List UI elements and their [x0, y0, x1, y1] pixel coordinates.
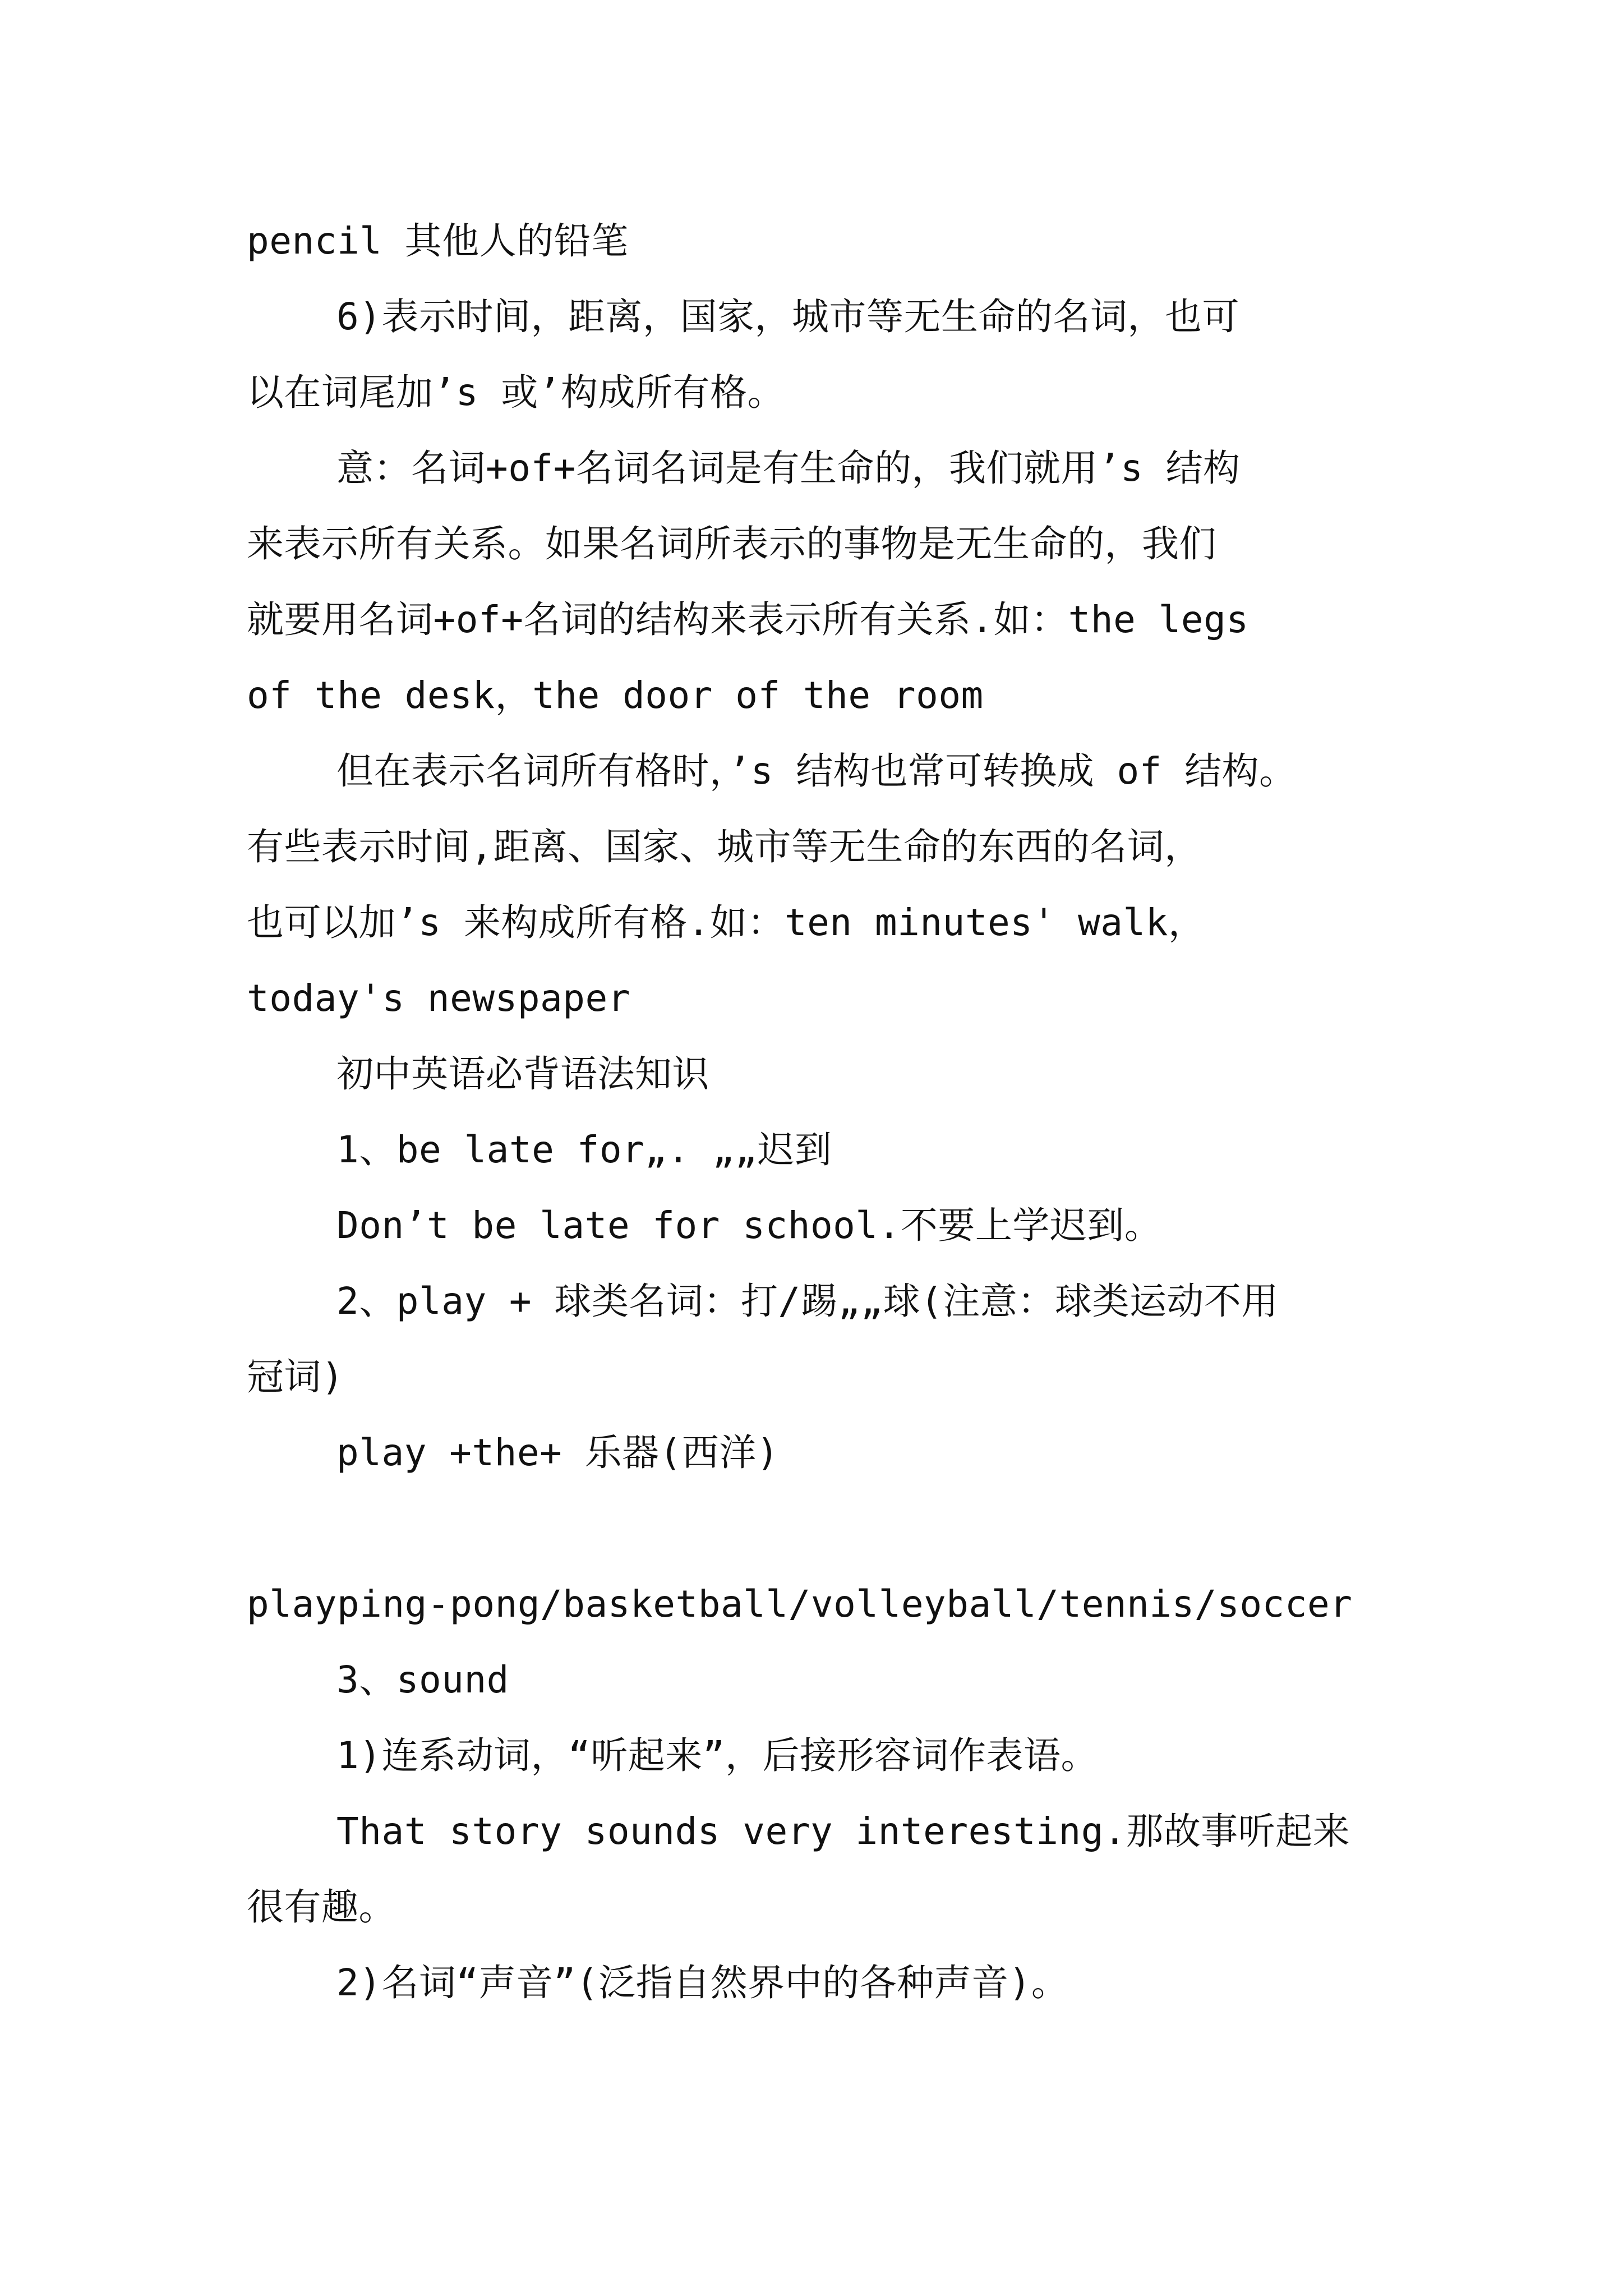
- text-line: 来表示所有关系。如果名词所表示的事物是无生命的，我们: [247, 522, 1216, 565]
- text-line: 很有趣。: [247, 1885, 396, 1929]
- text-line: play +the+ 乐器(西洋): [336, 1431, 780, 1474]
- text-line: of the desk，the door of the room: [247, 674, 984, 717]
- text-line: 1、be late for„. „„迟到: [336, 1128, 832, 1171]
- text-line: 2、play + 球类名词：打/踢„„球(注意：球类运动不用: [336, 1280, 1279, 1323]
- text-line: today's newspaper: [247, 977, 631, 1020]
- text-line: 但在表示名词所有格时，’s 结构也常可转换成 of 结构。: [336, 749, 1297, 793]
- text-line: 也可以加’s 来构成所有格.如：ten minutes' walk，: [247, 901, 1206, 944]
- text-line: 意：名词+of+名词名词是有生命的，我们就用’s 结构: [336, 447, 1241, 490]
- text-line: 6)表示时间，距离，国家，城市等无生命的名词，也可: [336, 295, 1239, 338]
- text-line: pencil 其他人的铅笔: [247, 219, 629, 263]
- text-line: Don’t be late for school.不要上学迟到。: [336, 1204, 1162, 1247]
- text-line: That story sounds very interesting.那故事听起来: [336, 1810, 1350, 1853]
- text-line: 冠词): [247, 1355, 344, 1398]
- section-heading: 初中英语必背语法知识: [336, 1052, 709, 1096]
- text-line: 1)连系动词，“听起来”，后接形容词作表语。: [336, 1734, 1098, 1777]
- text-line: 以在词尾加’s 或’构成所有格。: [247, 371, 785, 414]
- text-line: 就要用名词+of+名词的结构来表示所有关系.如：the legs: [247, 598, 1249, 641]
- text-line: 2)名词“声音”(泛指自然界中的各种声音)。: [336, 1961, 1069, 2004]
- text-line: 3、sound: [336, 1658, 509, 1701]
- text-line: playping-pong/basketball/volleyball/tennis/soccer: [247, 1582, 1353, 1626]
- text-line: 有些表示时间,距离、国家、城市等无生命的东西的名词，: [247, 825, 1202, 868]
